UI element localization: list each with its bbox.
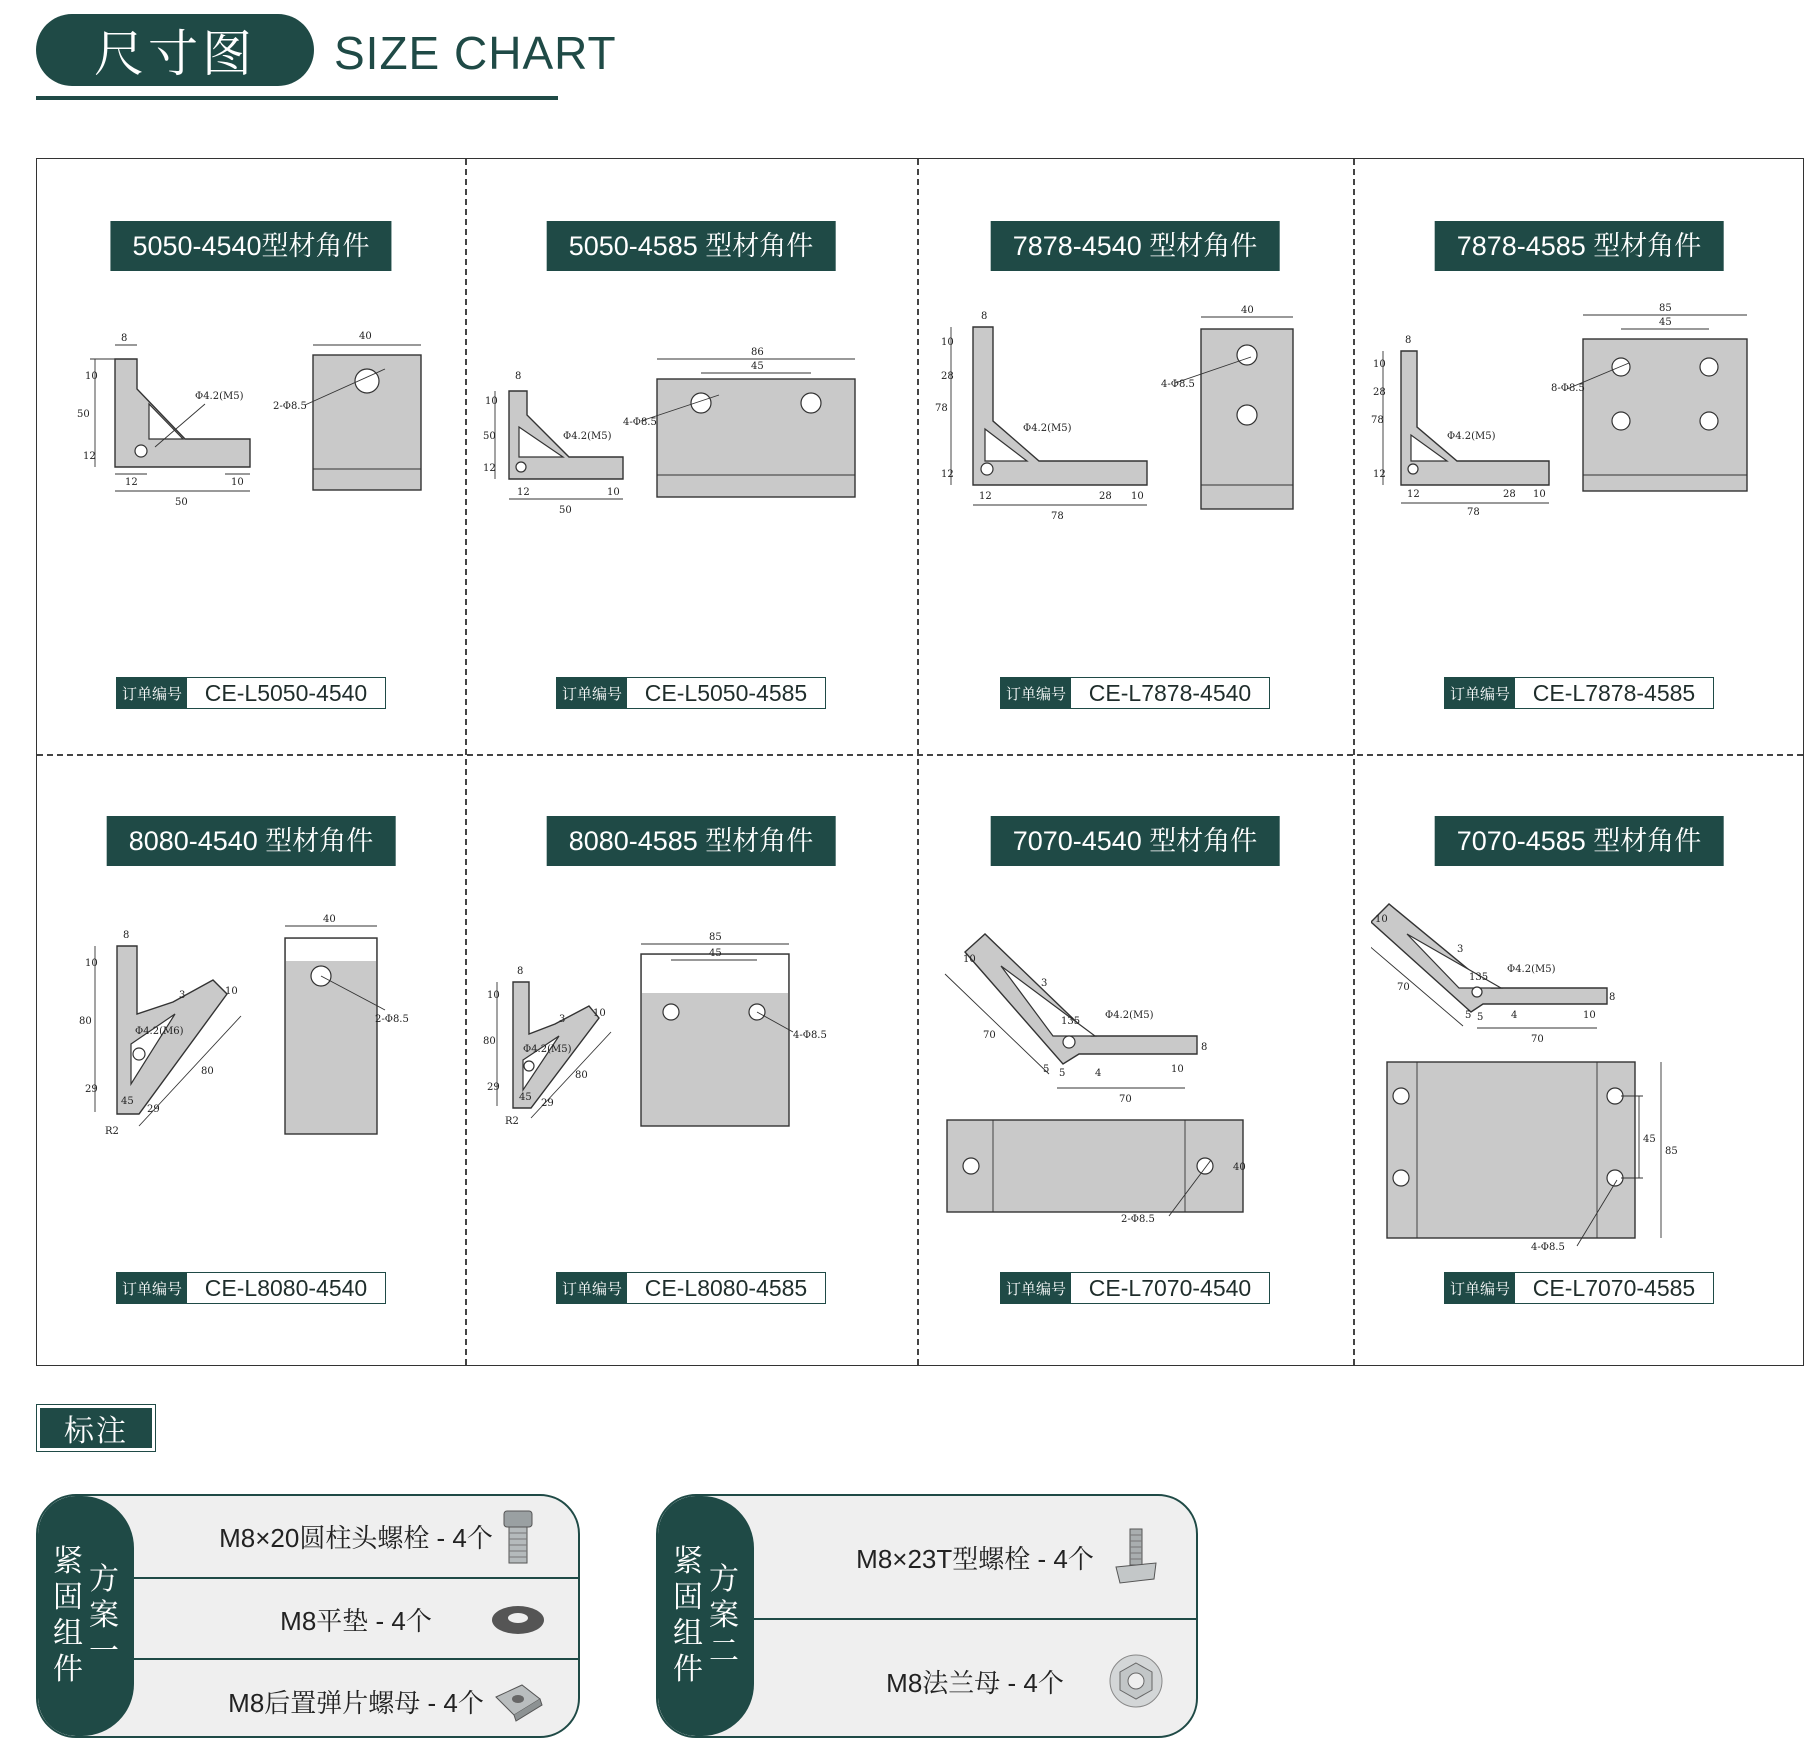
dim-label: 78 (935, 403, 948, 414)
dim-label: 12 (941, 469, 954, 480)
dim-label: Φ4.2(M5) (523, 1044, 572, 1055)
drawing-7070-4585 (1371, 894, 1775, 1254)
dim-label: 135 (1061, 1016, 1081, 1027)
dim-label: 29 (147, 1104, 160, 1115)
drawing-7878-4585 (1371, 299, 1775, 659)
order-number (1000, 677, 1270, 709)
dim-label: 8 (1609, 992, 1616, 1003)
order-code: CE-L7878-4540 (1088, 679, 1252, 706)
dim-label: 10 (85, 958, 98, 969)
dim-label: 10 (85, 371, 98, 382)
kit-side-label (38, 1496, 134, 1736)
kit-item (134, 1658, 578, 1738)
kit-item-label: M8×20圆柱头螺栓 - 4个 (219, 1523, 493, 1553)
dim-label: 12 (979, 491, 992, 502)
dim-label: Φ4.2(M6) (135, 1026, 184, 1037)
dim-label: 70 (1397, 982, 1410, 993)
spring-nut-icon (488, 1671, 548, 1731)
order-number (556, 677, 826, 709)
flat-washer-icon (488, 1590, 548, 1650)
dim-label: 45 (751, 361, 764, 372)
page-title-en: SIZE CHART (334, 27, 617, 79)
dim-label: 10 (487, 990, 500, 1001)
dim-label: 85 (1659, 303, 1672, 314)
order-label: 订单编号 (117, 678, 187, 708)
drawing-5050-4540 (55, 299, 459, 659)
dim-label: 3 (1457, 944, 1464, 955)
drawing-8080-4540 (55, 894, 459, 1254)
product-card-7070-4540 (917, 754, 1353, 1365)
order-code: CE-L5050-4585 (644, 679, 808, 706)
kit-side-label (658, 1496, 754, 1736)
dim-label: 10 (231, 477, 244, 488)
fastener-kit-plan-1 (36, 1494, 580, 1738)
dim-label: 135 (1469, 972, 1489, 983)
dim-label: 28 (1099, 491, 1112, 502)
order-code: CE-L5050-4540 (204, 679, 368, 706)
dim-label: R2 (505, 1116, 519, 1127)
dim-label: 70 (1119, 1094, 1132, 1105)
dim-label: 45 (121, 1096, 134, 1107)
dim-label: 12 (83, 451, 96, 462)
dim-label: 85 (709, 932, 722, 943)
dim-label: 45 (1659, 317, 1672, 328)
socket-head-bolt-icon (488, 1507, 548, 1567)
product-title: 7878-4585 型材角件 (1435, 221, 1724, 271)
title-badge (36, 14, 314, 86)
dim-label: Φ4.2(M5) (563, 431, 612, 442)
kit-group-name: 紧 固 组 件 (53, 1545, 83, 1686)
dim-label: Φ4.2(M5) (195, 391, 244, 402)
dim-label: 10 (1375, 914, 1388, 925)
product-title: 5050-4540型材角件 (110, 221, 391, 271)
notes-label: 标注 (40, 1408, 152, 1448)
dim-label: 2-Φ8.5 (375, 1014, 409, 1025)
product-card-7070-4585 (1353, 754, 1805, 1365)
drawing-5050-4585 (483, 299, 887, 659)
dim-label: 4-Φ8.5 (623, 417, 657, 428)
dim-label: 12 (125, 477, 138, 488)
order-label: 订单编号 (117, 1273, 187, 1303)
dim-label: 3 (559, 1014, 566, 1025)
dim-label: 10 (1373, 359, 1386, 370)
kit-group-name: 紧 固 组 件 (673, 1545, 703, 1686)
dim-label: 50 (559, 505, 572, 516)
order-label: 订单编号 (557, 678, 627, 708)
dim-label: 40 (1241, 305, 1254, 316)
dim-label: Φ4.2(M5) (1447, 431, 1496, 442)
kit-item-label: M8后置弹片螺母 - 4个 (228, 1687, 484, 1718)
kit-item-label: M8×23T型螺栓 - 4个 (856, 1543, 1094, 1574)
dim-label: 10 (593, 1008, 606, 1019)
flange-nut-icon (1106, 1651, 1166, 1711)
dim-label: 78 (1051, 511, 1064, 522)
order-label: 订单编号 (1445, 678, 1515, 708)
dim-label: 10 (963, 954, 976, 965)
dim-label: 80 (201, 1066, 214, 1077)
dim-label: 80 (575, 1070, 588, 1081)
kit-item (134, 1496, 578, 1577)
dim-label: Φ4.2(M5) (1507, 964, 1556, 975)
dim-label: 50 (175, 497, 188, 508)
drawing-7878-4540 (935, 299, 1339, 659)
size-chart-grid (36, 158, 1804, 1366)
product-card-5050-4585 (465, 159, 917, 754)
dim-label: 50 (77, 409, 90, 420)
dim-label: 78 (1371, 415, 1384, 426)
dim-label: 40 (1233, 1162, 1246, 1173)
product-title: 8080-4540 型材角件 (107, 816, 396, 866)
dim-label: Φ4.2(M5) (1105, 1010, 1154, 1021)
dim-label: 8 (517, 966, 524, 977)
order-code: CE-L7070-4585 (1532, 1274, 1696, 1301)
dim-label: 10 (485, 396, 498, 407)
dim-label: 12 (517, 487, 530, 498)
drawing-7070-4540 (935, 894, 1339, 1254)
header-underline (36, 96, 558, 100)
dim-label: 28 (941, 371, 954, 382)
order-code: CE-L7878-4585 (1532, 679, 1696, 706)
t-bolt-icon (1106, 1527, 1166, 1587)
dim-label: 8 (123, 930, 130, 941)
notes-badge (36, 1404, 156, 1452)
product-title: 7070-4585 型材角件 (1435, 816, 1724, 866)
order-label: 订单编号 (1001, 678, 1071, 708)
product-title: 8080-4585 型材角件 (547, 816, 836, 866)
dim-label: 70 (983, 1030, 996, 1041)
dim-label: 80 (79, 1016, 92, 1027)
dim-label: 4-Φ8.5 (1531, 1242, 1565, 1253)
dim-label: 8 (515, 371, 522, 382)
dim-label: 45 (1643, 1134, 1656, 1145)
dim-label: 10 (1171, 1064, 1184, 1075)
dim-label: 12 (1373, 469, 1386, 480)
product-title: 7070-4540 型材角件 (991, 816, 1280, 866)
order-label: 订单编号 (557, 1273, 627, 1303)
dim-label: 5 (1043, 1064, 1050, 1075)
dim-label: 5 (1059, 1068, 1066, 1079)
order-label: 订单编号 (1445, 1273, 1515, 1303)
product-card-5050-4540 (37, 159, 465, 754)
dim-label: 28 (1373, 387, 1386, 398)
order-label: 订单编号 (1001, 1273, 1071, 1303)
dim-label: 70 (1531, 1034, 1544, 1045)
dim-label: 8 (1405, 335, 1412, 346)
order-number (116, 1272, 386, 1304)
dim-label: 10 (1533, 489, 1546, 500)
dim-label: 29 (541, 1098, 554, 1109)
kit-item (134, 1577, 578, 1660)
dim-label: 5 (1465, 1010, 1472, 1021)
dim-label: 4 (1095, 1068, 1102, 1079)
dim-label: 5 (1477, 1012, 1484, 1023)
order-number (1444, 677, 1714, 709)
dim-label: 2-Φ8.5 (273, 401, 307, 412)
product-card-8080-4540 (37, 754, 465, 1365)
dim-label: 10 (225, 986, 238, 997)
dim-label: R2 (105, 1126, 119, 1137)
page-title-cn: 尺寸图 (94, 26, 256, 82)
dim-label: 8-Φ8.5 (1551, 383, 1585, 394)
dim-label: 45 (709, 948, 722, 959)
order-code: CE-L8080-4540 (204, 1274, 368, 1301)
drawing-8080-4585 (483, 894, 887, 1254)
order-code: CE-L7070-4540 (1088, 1274, 1252, 1301)
dim-label: 8 (1201, 1042, 1208, 1053)
dim-label: 3 (179, 990, 186, 1001)
dim-label: 29 (487, 1082, 500, 1093)
dim-label: 10 (1583, 1010, 1596, 1021)
dim-label: 8 (981, 311, 988, 322)
product-card-7878-4540 (917, 159, 1353, 754)
dim-label: 40 (359, 331, 372, 342)
product-card-7878-4585 (1353, 159, 1805, 754)
kit-plan-name: 方 案 二 (709, 1563, 739, 1668)
dim-label: 10 (1131, 491, 1144, 502)
order-number (1000, 1272, 1270, 1304)
order-number (556, 1272, 826, 1304)
dim-label: 45 (519, 1092, 532, 1103)
order-number (1444, 1272, 1714, 1304)
order-code: CE-L8080-4585 (644, 1274, 808, 1301)
order-number (116, 677, 386, 709)
product-card-8080-4585 (465, 754, 917, 1365)
dim-label: 4-Φ8.5 (1161, 379, 1195, 390)
fastener-kit-plan-2 (656, 1494, 1198, 1738)
dim-label: 8 (121, 333, 128, 344)
product-title: 5050-4585 型材角件 (547, 221, 836, 271)
dim-label: 3 (1041, 978, 1048, 989)
dim-label: Φ4.2(M5) (1023, 423, 1072, 434)
dim-label: 10 (941, 337, 954, 348)
dim-label: 2-Φ8.5 (1121, 1214, 1155, 1225)
kit-item-label: M8平垫 - 4个 (280, 1606, 432, 1636)
dim-label: 29 (85, 1084, 98, 1095)
kit-item (754, 1618, 1196, 1738)
dim-label: 50 (483, 431, 496, 442)
dim-label: 4 (1511, 1010, 1518, 1021)
dim-label: 80 (483, 1036, 496, 1047)
dim-label: 12 (1407, 489, 1420, 500)
dim-label: 4-Φ8.5 (793, 1030, 827, 1041)
dim-label: 85 (1665, 1146, 1678, 1157)
dim-label: 40 (323, 914, 336, 925)
dim-label: 28 (1503, 489, 1516, 500)
kit-plan-name: 方 案 一 (89, 1563, 119, 1668)
dim-label: 86 (751, 347, 764, 358)
kit-item-label: M8法兰母 - 4个 (886, 1667, 1064, 1698)
product-title: 7878-4540 型材角件 (991, 221, 1280, 271)
kit-item (754, 1496, 1196, 1618)
dim-label: 12 (483, 463, 496, 474)
dim-label: 10 (607, 487, 620, 498)
dim-label: 78 (1467, 507, 1480, 518)
